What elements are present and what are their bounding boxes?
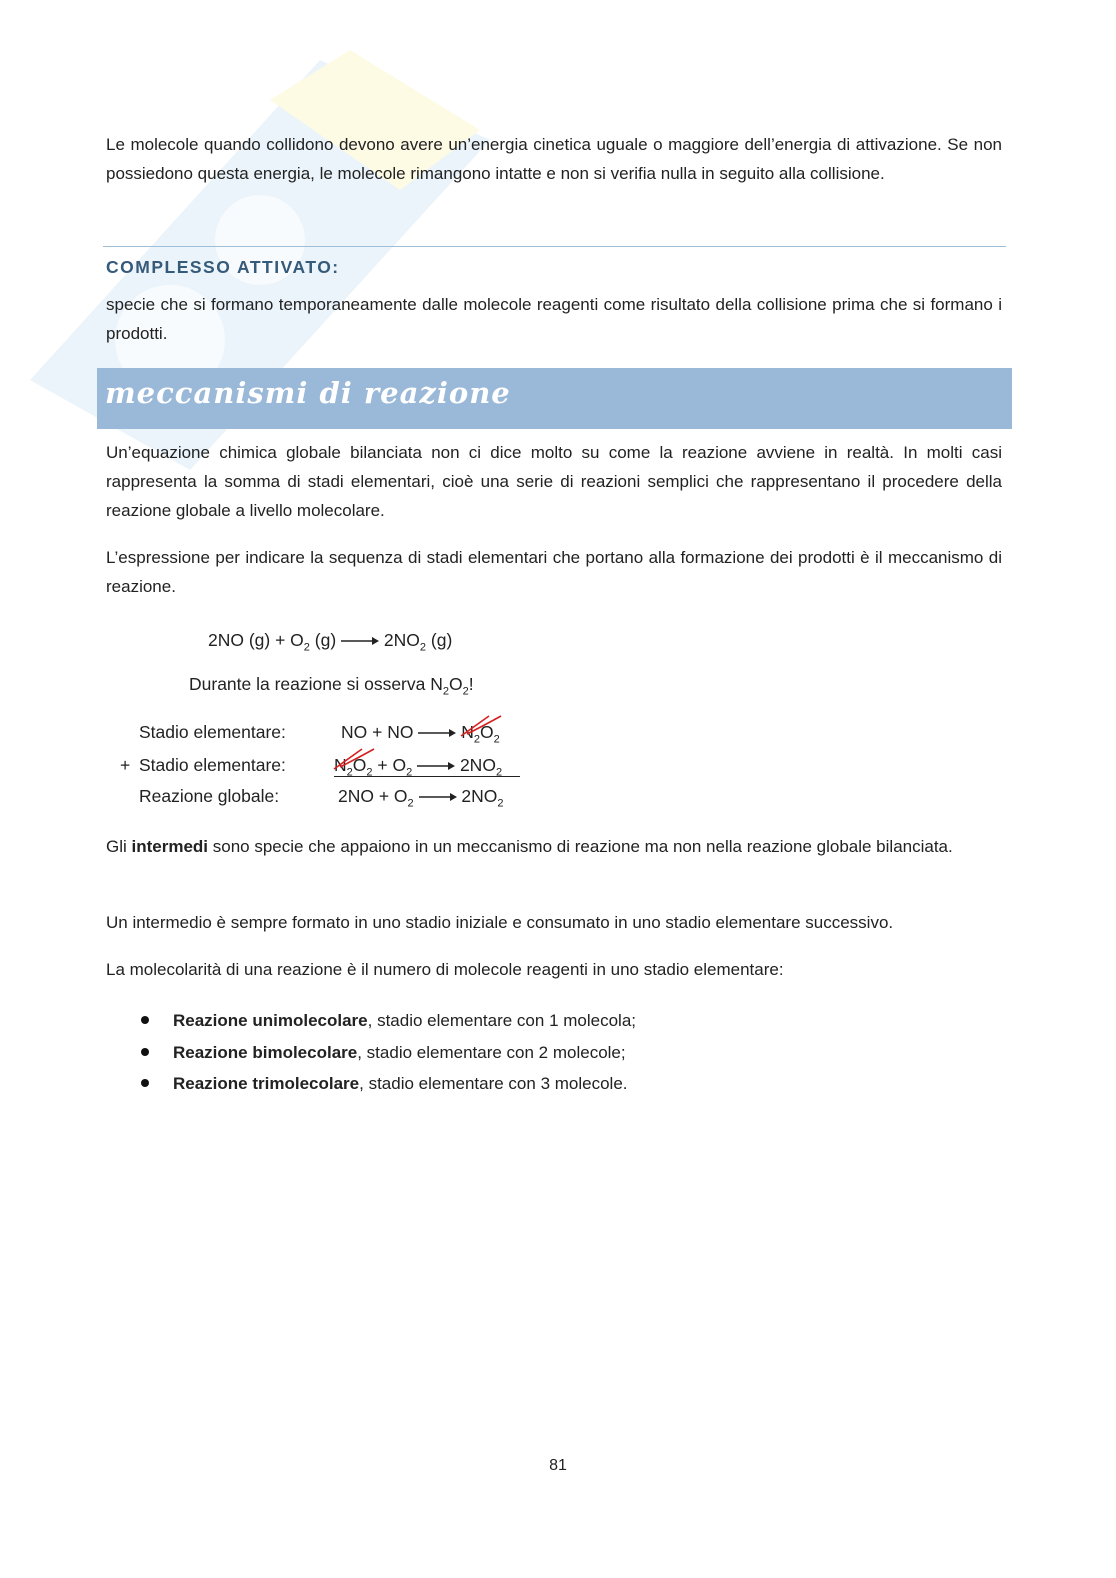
global-equation: $2NO + O_2$ $2NO_2$ [338,786,504,810]
arrow-icon [417,761,455,771]
bullet-icon [141,1048,149,1056]
step2-label: Stadio elementare: [139,755,286,775]
list-item: Reazione trimolecolare, stadio elementare con 3 molecole. [139,1069,999,1101]
step1-label: Stadio elementare: [139,722,286,742]
strike-mark [330,745,380,775]
complesso-heading: COMPLESSO ATTIVATO: [106,257,340,277]
paragraph-intermedio: Un intermedio è sempre formato in uno stadio iniziale e consumato in uno stadio elementare successivo. [106,913,894,932]
page-number: 81 [549,1457,567,1474]
complesso-definition: specie che si formano temporaneamente dalle molecole reagenti come risultato della collisione prima che si formano i prodotti. [106,295,1002,343]
bullet-icon [141,1016,149,1024]
arrow-icon [419,792,457,802]
overall-equation: 2NO $(g) + O_2$ (g) $2NO_2$ (g) [208,630,453,654]
section-divider [103,246,1006,247]
arrow-icon [418,728,456,738]
crossed-intermediate: $N_2O_2$ [461,718,500,755]
paragraph-molecolarita: La molecolarità di una reazione è il numero di molecole reagenti in uno stadio elementare: [106,960,784,979]
plus-sign: + [120,755,131,775]
intro-paragraph: Le molecole quando collidono devono avere un’energia cinetica uguale o maggiore dell’energia di attivazione. Se non possiedono questa energia, le molecole rimangono intatte e non si verifia nulla in seguito alla collisione. [106,135,1002,183]
crossed-intermediate: $N_2O_2$ [334,751,373,788]
molecularity-list [139,1006,999,1101]
mechanism-figure [106,618,666,818]
bullet-icon [141,1079,149,1087]
sum-line [334,776,520,777]
arrow-icon [341,636,379,646]
global-label: Reazione globale: [139,786,280,806]
list-item: Reazione unimolecolare, stadio elementare con 1 molecola; [139,1006,999,1038]
step1-equation: NO + NO $N_2O_2$ [341,718,500,755]
paragraph-equazione: Un’equazione chimica globale bilanciata non ci dice molto su come la reazione avviene in realtà. In molti casi rappresenta la somma di stadi elementari, cioè una serie di reazioni semplici che rappresentano il procedere della reazione globale a livello molecolare. [106,443,1002,520]
observation-note: Durante la reazione si osserva $N_2O_2$! [189,674,474,698]
paragraph-meccanismo: L’espressione per indicare la sequenza di stadi elementari che portano alla formazione dei prodotti è il meccanismo di reazione. [106,548,1002,596]
section-title-band [97,368,1012,429]
step2-equation: $N_2O_2$ + $O_2$ $2NO_2$ [334,751,502,788]
paragraph-intermedi: Gli intermedi sono specie che appaiono in un meccanismo di reazione ma non nella reazione globale bilanciata. [106,837,953,856]
strike-mark [457,712,507,742]
section-title: meccanismi di reazione [105,376,511,410]
list-item: Reazione bimolecolare, stadio elementare con 2 molecole; [139,1038,999,1070]
